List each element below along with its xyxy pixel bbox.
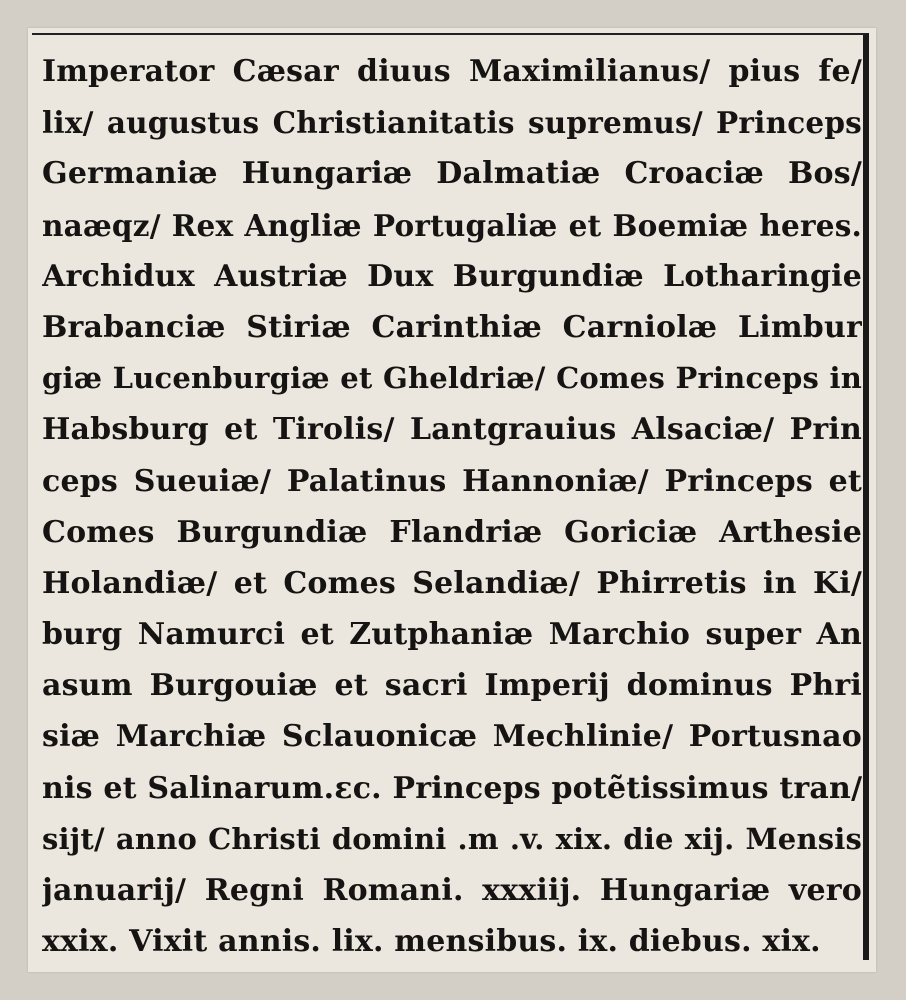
text-line: Imperator Cæsar diuus Maximilianus/ pius fe/ <box>42 54 862 89</box>
text-line: Germaniæ Hungariæ Dalmatiæ Croaciæ Bos/ <box>42 156 862 192</box>
inscription-text-block <box>42 46 862 967</box>
text-line: Archidux Austriæ Dux Burgundiæ Lotharingie <box>42 258 862 294</box>
text-line: naæqz/ Rex Angliæ Portugaliæ et Boemiæ heres. <box>42 207 862 243</box>
text-line: lix/ augustus Christianitatis supremus/ Princeps <box>42 105 862 141</box>
text-line: asum Burgouiæ et sacri Imperij dominus Phri <box>42 668 862 704</box>
text-line: ceps Sueuiæ/ Palatinus Hannoniæ/ Princeps et <box>42 463 862 499</box>
text-line: xxix. Vixit annis. lix. mensibus. ix. diebus. xix. <box>42 924 821 960</box>
text-line: Comes Burgundiæ Flandriæ Goriciæ Arthesie <box>42 514 862 550</box>
text-line: giæ Lucenburgiæ et Gheldriæ/ Comes Princeps in <box>42 361 862 396</box>
printed-sheet <box>28 28 876 972</box>
text-line: Holandiæ/ et Comes Selandiæ/ Phirretis in Ki/ <box>42 565 862 601</box>
text-line: burg Namurci et Zutphaniæ Marchio super An <box>42 617 862 653</box>
text-line: Habsburg et Tirolis/ Lantgrauius Alsaciæ/ Prin <box>42 412 862 448</box>
text-line: siæ Marchiæ Sclauonicæ Mechlinie/ Portusnao <box>42 719 862 755</box>
text-line: sijt/ anno Christi domini .m .v. xix. die xij. Mensis <box>42 821 862 856</box>
text-line: Brabanciæ Stiriæ Carinthiæ Carniolæ Limbur <box>42 309 862 345</box>
text-line: januarij/ Regni Romani. xxxiij. Hungariæ vero <box>42 873 862 908</box>
text-line: nis et Salinarum.ɛc. Princeps potẽtissimus tran/ <box>42 770 862 806</box>
